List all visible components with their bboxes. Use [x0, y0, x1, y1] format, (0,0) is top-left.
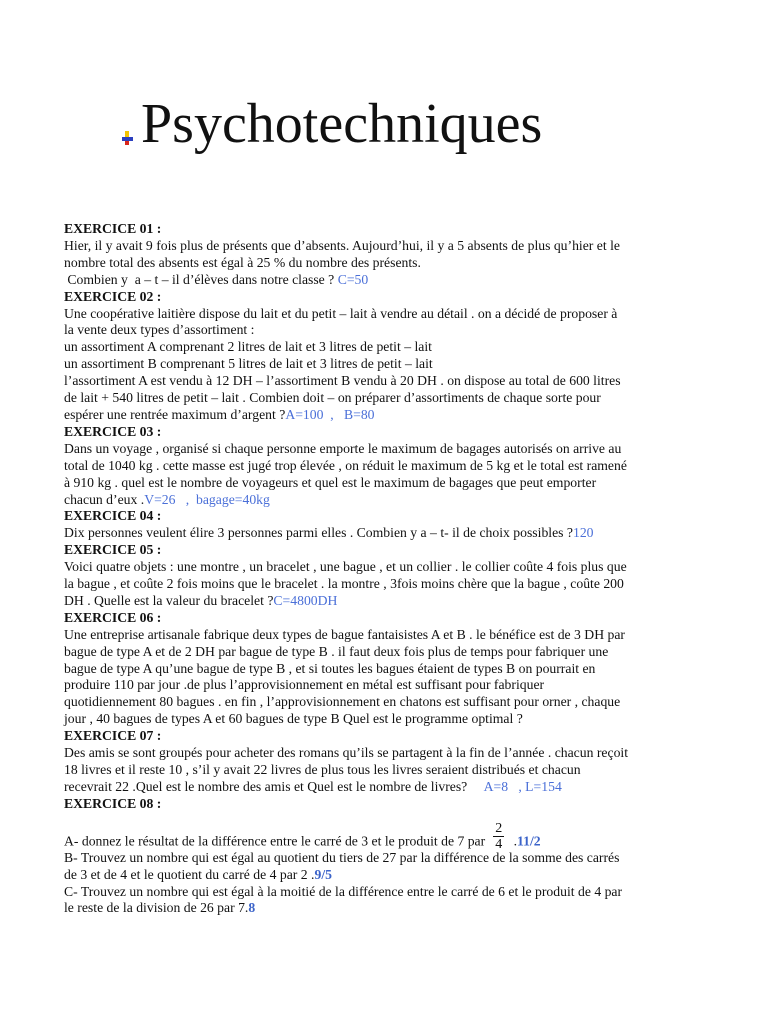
exercise-02-answer: A=100 , B=80: [285, 406, 375, 422]
exercise-03-question: chacun d’eux .: [64, 491, 145, 507]
exercise-03-text-line: Dans un voyage , organisé si chaque personne emporte le maximum de bagages autorisés on arrive au: [64, 440, 622, 456]
small-color-bullet-icon: [122, 131, 133, 145]
exercise-03-text-line: à 910 kg . quel est le nombre de voyageurs et quel est le maximum de bagages que peut emporter: [64, 474, 597, 490]
exercise-07-text-line: 18 livres et il reste 10 , s’il y avait 22 livres de plus tous les livres seraient distribués et chacun: [64, 762, 581, 777]
exercise-07-answer: A=8 , L=154: [483, 778, 562, 794]
exercise-04-heading: EXERCICE 04 :: [64, 508, 162, 524]
exercise-08-part-b-text: de 3 et de 4 et le quotient du carré de 4 par 2 .: [64, 866, 315, 882]
exercise-04-question: Dix personnes veulent élire 3 personnes parmi elles . Combien y a – t- il de choix possibles ?: [64, 525, 573, 541]
exercise-list: [64, 221, 714, 917]
exercise-08-part-c-text: le reste de la division de 26 par 7.: [64, 900, 249, 916]
exercise-06-text-line: jour , 40 bagues de types A et 60 bagues de type B Quel est le programme optimal ?: [64, 711, 523, 727]
exercise-04-answer: 120: [572, 525, 594, 541]
exercise-08-part-c-line: C- Trouvez un nombre qui est égal à la moitié de la différence entre le carré de 6 et le produit de 4 par: [64, 883, 623, 899]
exercise-07-heading: EXERCICE 07 :: [64, 728, 162, 744]
exercise-04-question-line: [64, 525, 714, 542]
exercise-01-heading: EXERCICE 01 :: [64, 221, 162, 236]
exercise-07-question-line: [64, 779, 714, 796]
exercise-08-part-c-answer-line: [64, 900, 714, 917]
exercise-07-text-line: Des amis se sont groupés pour acheter des romans qu’ils se partagent à la fin de l’année . chacun reçoit: [64, 745, 629, 761]
exercise-03-question-line: [64, 492, 714, 509]
exercise-02-text-line: Une coopérative laitière dispose du lait et du petit – lait à vendre au détail . on a décidé de proposer à: [64, 305, 618, 321]
exercise-08-heading: EXERCICE 08 :: [64, 795, 162, 811]
exercise-08-part-b-answer: 9/5: [314, 866, 332, 882]
exercise-03-text-line: total de 1040 kg . cette masse est jugé trop élevée , on réduit le maximum de 5 kg et le total est ramené: [64, 457, 627, 473]
exercise-02-text-line: un assortiment B comprenant 5 litres de lait et 3 litres de petit – lait: [64, 356, 433, 372]
exercise-08-part-a-separator: .: [510, 833, 518, 849]
exercise-08-part-a-text: A- donnez le résultat de la différence entre le carré de 3 et le produit de 7 par: [64, 833, 486, 849]
exercise-02-text-line: un assortiment A comprenant 2 litres de lait et 3 litres de petit – lait: [64, 339, 432, 355]
exercise-05-text-line: Voici quatre objets : une montre , un bracelet , une bague , et un collier . le collier coûte 4 fois plus que: [64, 559, 627, 575]
exercise-06-text-line: quotidiennement 80 bagues . en fin , l’approvisionnement en chatons est suffisant pour orner , chaque: [64, 694, 621, 710]
exercise-08-part-c-answer: 8: [248, 900, 256, 916]
exercise-05-text-line: la bague , et coûte 2 fois moins que le bracelet . la montre , 3fois moins chère que la bague , coûte 200: [64, 576, 624, 592]
fraction-numerator: 2: [495, 820, 503, 836]
fraction: [493, 821, 504, 852]
exercise-02-text-line: l’assortiment A est vendu à 12 DH – l’assortiment B vendu à 20 DH . on dispose au total de 600 litres: [64, 373, 621, 389]
exercise-08-part-b-answer-line: [64, 867, 714, 884]
exercise-08-part-b-line: B- Trouvez un nombre qui est égal au quotient du tiers de 27 par la différence de la somme des carrés: [64, 849, 620, 865]
exercise-06-text-line: bague de type A et de 2 DH par bague de type B . il faut deux fois plus de temps pour fabriquer une: [64, 643, 609, 659]
exercise-06-text-line: bague de type A qu’une bague de type B , et si toutes les bagues étaient de types B on pourrait en: [64, 660, 596, 676]
exercise-02-heading: EXERCICE 02 :: [64, 288, 162, 304]
exercise-05-answer: C=4800DH: [273, 592, 338, 608]
exercise-01-question-line: [64, 272, 714, 289]
exercise-06-heading: EXERCICE 06 :: [64, 609, 162, 625]
page-title-block: [122, 84, 542, 164]
exercise-01-text-line: Hier, il y avait 9 fois plus de présents que d’absents. Aujourd’hui, il y a 5 absents de plus qu’hier et le: [64, 237, 620, 253]
fraction-denominator: 4: [495, 836, 503, 852]
exercise-01-text-line: nombre total des absents est égal à 25 % du nombre des présents.: [64, 254, 421, 270]
exercise-06-text-line: produire 110 par jour .de plus l’approvisionnement en métal est suffisant pour fabriquer: [64, 677, 545, 693]
exercise-02-question: espérer une rentrée maximum d’argent ?: [64, 406, 286, 422]
exercise-02-question-line: [64, 407, 714, 424]
exercise-07-question: recevrait 22 .Quel est le nombre des amis et Quel est le nombre de livres?: [64, 778, 484, 794]
exercise-01-answer: C=50: [337, 271, 369, 287]
exercise-02-text-line: la vente deux types d’assortiment :: [64, 322, 255, 338]
exercise-06-text-line: Une entreprise artisanale fabrique deux types de bague fantaisistes A et B . le bénéfice est de 3 DH par: [64, 626, 625, 642]
page-title: Psychotechniques: [141, 93, 543, 155]
exercise-02-text-line: de lait + 540 litres de petit – lait . Combien doit – on préparer d’assortiments de chaque sorte pour: [64, 390, 601, 406]
exercise-03-answer: V=26 , bagage=40kg: [144, 491, 270, 507]
exercise-08-part-a-answer: 11/2: [517, 833, 541, 849]
exercise-05-heading: EXERCICE 05 :: [64, 542, 162, 558]
exercise-03-heading: EXERCICE 03 :: [64, 423, 162, 439]
exercise-05-question: DH . Quelle est la valeur du bracelet ?: [64, 592, 274, 608]
exercise-01-question: Combien y a – t – il d’élèves dans notre classe ?: [64, 271, 338, 287]
exercise-05-question-line: [64, 593, 714, 610]
